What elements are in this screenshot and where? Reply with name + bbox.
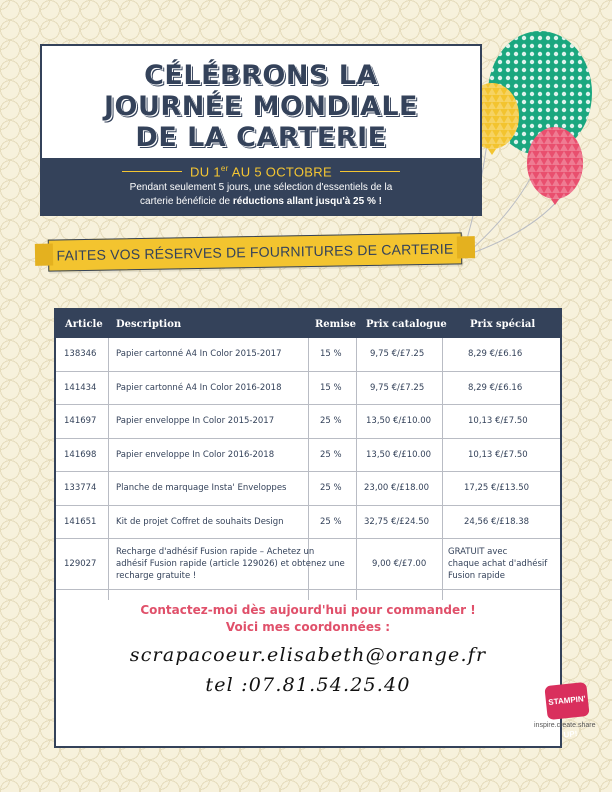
supplies-banner <box>48 232 462 271</box>
contact-email[interactable]: scrapacoeur.elisabeth@orange.fr <box>129 644 487 666</box>
cell-prix-catalogue: 9,75 €/£7.25 <box>370 382 425 393</box>
cell-article: 138346 <box>64 349 97 360</box>
cell-remise: 15 % <box>320 382 342 393</box>
desc-line-2: adhésif Fusion rapide (article 129026) et obtenez une <box>116 559 345 569</box>
contact-line-1: Contactez-moi dès aujourd'hui pour commander ! <box>140 603 476 617</box>
promo-band <box>40 158 482 216</box>
cell-article: 141434 <box>64 382 97 393</box>
cell-remise: 25 % <box>320 516 342 527</box>
date-range <box>40 164 482 179</box>
cell-description <box>116 546 345 582</box>
header-article: Article <box>65 319 103 330</box>
cell-prix-special: 8,29 €/£6.16 <box>468 382 523 393</box>
cell-article: 141697 <box>64 416 97 427</box>
cell-remise: 25 % <box>320 416 342 427</box>
page-title <box>42 60 480 153</box>
special-line-3: Fusion rapide <box>448 571 505 581</box>
cell-prix-special: 10,13 €/£7.50 <box>468 449 528 460</box>
table-row <box>56 372 560 406</box>
title-line-2: JOURNÉE MONDIALE <box>103 91 419 122</box>
table-row <box>56 506 560 540</box>
table-row <box>56 405 560 439</box>
table-body <box>56 338 560 590</box>
special-line-2: chaque achat d'adhésif <box>448 559 548 569</box>
table-header <box>56 310 560 338</box>
table-row <box>56 539 560 590</box>
logo-badge: STAMPIN' UP! <box>544 682 589 720</box>
contact-invite <box>56 602 560 636</box>
title-line-1: CÉLÉBRONS LA <box>144 60 378 91</box>
special-line-1: GRATUIT avec <box>448 547 508 557</box>
date-prefix: DU 1 <box>190 164 221 180</box>
cell-article: 129027 <box>64 559 97 569</box>
table-row <box>56 472 560 506</box>
cell-description: Papier cartonné A4 In Color 2015-2017 <box>116 349 282 360</box>
cell-description: Planche de marquage Insta' Enveloppes <box>116 483 287 494</box>
cell-prix-catalogue: 23,00 €/£18.00 <box>364 483 430 494</box>
promo-line-1: Pendant seulement 5 jours, une sélection d'essentiels de la <box>129 182 393 194</box>
header-remise: Remise <box>315 319 357 330</box>
cell-prix-special <box>448 546 547 582</box>
cell-prix-special: 17,25 €/£13.50 <box>464 483 530 494</box>
cell-remise: 25 % <box>320 449 342 460</box>
cell-description: Papier enveloppe In Color 2015-2017 <box>116 416 275 427</box>
table-row <box>56 439 560 473</box>
date-sup: er <box>220 164 229 173</box>
desc-line-3: recharge gratuite ! <box>116 571 197 581</box>
date-rule-left <box>122 171 182 172</box>
cell-description: Papier enveloppe In Color 2016-2018 <box>116 449 275 460</box>
title-line-3: DE LA CARTERIE <box>135 122 387 153</box>
cell-prix-special: 10,13 €/£7.50 <box>468 416 528 427</box>
desc-line-1: Recharge d'adhésif Fusion rapide – Achetez un <box>116 547 315 557</box>
header-prix-special: Prix spécial <box>470 319 536 330</box>
cell-article: 133774 <box>64 483 97 494</box>
header-card <box>40 44 482 162</box>
cell-prix-special: 24,56 €/£18.38 <box>464 516 530 527</box>
promo-line-2-start: carterie bénéficie de <box>140 196 233 208</box>
cell-remise: 25 % <box>320 483 342 494</box>
logo-tagline: inspire.create.share <box>534 722 596 729</box>
cell-prix-catalogue: 13,50 €/£10.00 <box>366 449 432 460</box>
date-suffix: AU 5 OCTOBRE <box>231 164 332 180</box>
stampin-up-logo <box>534 684 596 740</box>
products-table-card <box>54 308 596 748</box>
pink-balloon <box>527 127 583 205</box>
banner-text: FAITES VOS RÉSERVES DE FOURNITURES DE CARTERIE <box>56 240 454 264</box>
cell-prix-catalogue: 9,00 €/£7.00 <box>372 559 427 569</box>
cell-description: Papier cartonné A4 In Color 2016-2018 <box>116 382 282 393</box>
cell-prix-catalogue: 9,75 €/£7.25 <box>370 349 425 360</box>
cell-article: 141698 <box>64 449 97 460</box>
contact-line-2: Voici mes coordonnées : <box>225 620 391 634</box>
contact-phone[interactable]: tel :07.81.54.25.40 <box>205 674 411 696</box>
date-rule-right <box>340 171 400 172</box>
cell-remise: 15 % <box>320 349 342 360</box>
cell-prix-catalogue: 32,75 €/£24.50 <box>364 516 430 527</box>
cell-description: Kit de projet Coffret de souhaits Design <box>116 516 284 527</box>
promo-text <box>40 181 482 209</box>
header-prix-catalogue: Prix catalogue <box>366 319 447 330</box>
table-row <box>56 338 560 372</box>
header-description: Description <box>116 319 182 330</box>
cell-prix-special: 8,29 €/£6.16 <box>468 349 523 360</box>
promo-line-2-bold: réductions allant jusqu'à 25 % ! <box>232 196 382 208</box>
cell-article: 141651 <box>64 516 97 527</box>
promo-line-2 <box>40 195 482 209</box>
date-text <box>190 164 332 179</box>
cell-prix-catalogue: 13,50 €/£10.00 <box>366 416 432 427</box>
